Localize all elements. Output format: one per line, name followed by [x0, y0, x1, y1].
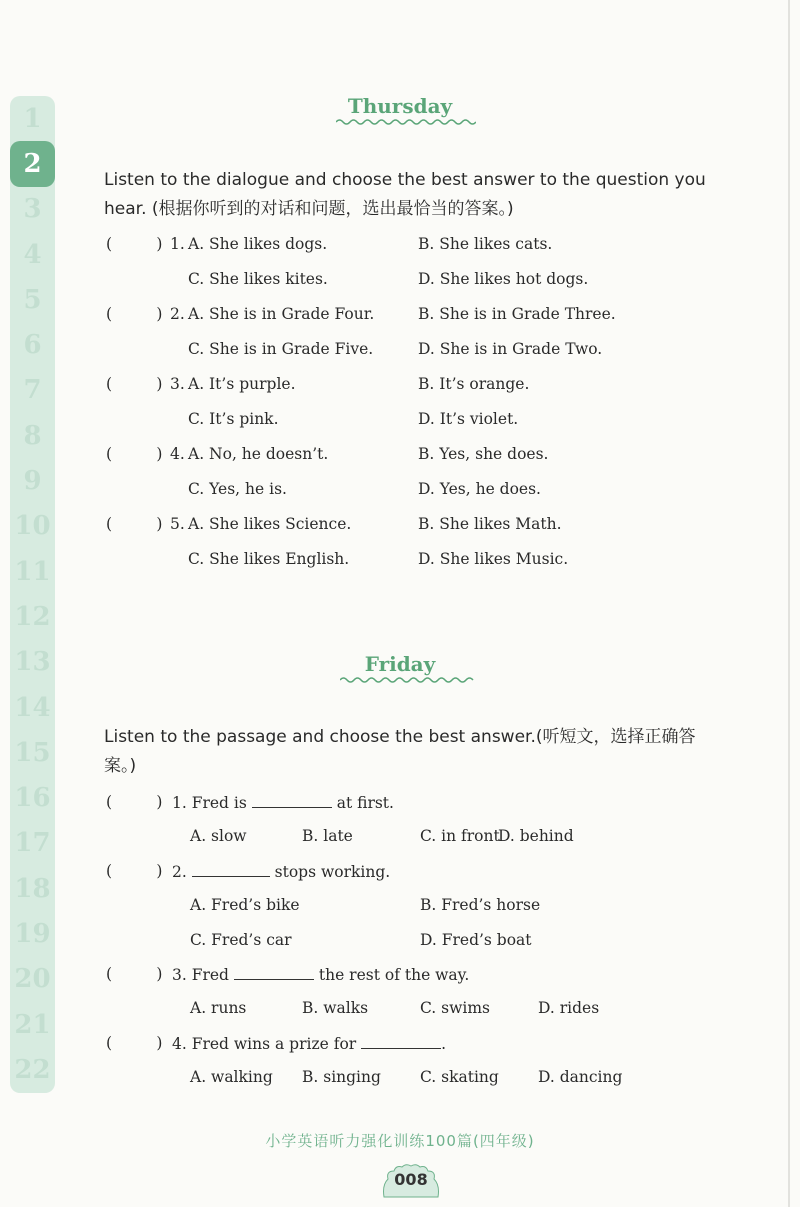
friday-q2-pre: 2.	[172, 863, 187, 881]
unit-tab-16[interactable]: 16	[14, 783, 51, 814]
fill-blank[interactable]	[234, 965, 314, 980]
friday-q1-option-d: D. behind	[498, 827, 574, 845]
unit-tab-10[interactable]: 10	[14, 511, 51, 542]
unit-tab-11[interactable]: 11	[14, 556, 51, 587]
friday-q3-option-c: C. swims	[420, 999, 490, 1017]
thursday-q1-number: 1.	[170, 235, 185, 253]
unit-tab-22[interactable]: 22	[14, 1054, 51, 1085]
friday-q4-option-c: C. skating	[420, 1068, 499, 1086]
answer-bracket[interactable]: ( )	[106, 1034, 163, 1052]
fill-blank[interactable]	[192, 862, 270, 877]
friday-q4-option-a: A. walking	[190, 1068, 273, 1086]
answer-bracket[interactable]: ( )	[106, 375, 163, 393]
thursday-q5-option-d: D. She likes Music.	[418, 550, 569, 568]
thursday-q3-option-d: D. It’s violet.	[418, 410, 519, 428]
fill-blank[interactable]	[252, 793, 332, 808]
answer-bracket[interactable]: ( )	[106, 445, 163, 463]
book-title-footer: 小学英语听力强化训练100篇(四年级)	[265, 1132, 535, 1150]
unit-tab-15[interactable]: 15	[14, 737, 51, 768]
friday-q1-stem	[172, 793, 394, 812]
thursday-q1-option-c: C. She likes kites.	[188, 270, 328, 288]
friday-q2-option-c: C. Fred’s car	[190, 931, 292, 949]
thursday-q4-option-a: A. No, he doesn’t.	[188, 445, 329, 463]
friday-q1-option-c: C. in front	[420, 827, 500, 845]
unit-tab-21[interactable]: 21	[14, 1009, 51, 1040]
friday-q3-post: the rest of the way.	[318, 966, 470, 984]
friday-wave-underline	[340, 676, 476, 684]
unit-tab-7[interactable]: 7	[23, 375, 42, 406]
thursday-q4-number: 4.	[170, 445, 185, 463]
unit-tab-4[interactable]: 4	[23, 239, 42, 270]
thursday-heading: Thursday	[347, 94, 453, 118]
thursday-q1-option-d: D. She likes hot dogs.	[418, 270, 589, 288]
unit-tab-19[interactable]: 19	[14, 918, 51, 949]
unit-tab-6[interactable]: 6	[23, 330, 42, 361]
friday-q3-pre: 3. Fred	[172, 966, 229, 984]
unit-tab-20[interactable]: 20	[14, 964, 51, 995]
thursday-q2-option-a: A. She is in Grade Four.	[188, 305, 375, 323]
thursday-instruction: Listen to the dialogue and choose the best answer to the question you hear. (根据你听到的对话和问题，选出最恰当的答案。)	[104, 170, 706, 219]
friday-q2-post: stops working.	[274, 863, 391, 881]
unit-tab-2[interactable]: 2	[10, 141, 55, 186]
unit-sidebar	[10, 96, 55, 1093]
unit-tab-13[interactable]: 13	[14, 647, 51, 678]
thursday-q3-number: 3.	[170, 375, 185, 393]
friday-q2-stem	[172, 862, 390, 881]
thursday-wave-underline	[336, 118, 476, 126]
unit-tab-17[interactable]: 17	[14, 828, 51, 859]
friday-q4-pre: 4. Fred wins a prize for	[172, 1035, 357, 1053]
thursday-q4-option-d: D. Yes, he does.	[418, 480, 541, 498]
thursday-q5-option-b: B. She likes Math.	[418, 515, 562, 533]
answer-bracket[interactable]: ( )	[106, 793, 163, 811]
thursday-q2-option-b: B. She is in Grade Three.	[418, 305, 616, 323]
unit-tab-14[interactable]: 14	[14, 692, 51, 723]
friday-q4-option-d: D. dancing	[538, 1068, 623, 1086]
friday-q1-post: at first.	[336, 794, 394, 812]
unit-tab-5[interactable]: 5	[23, 284, 42, 315]
thursday-q3-option-b: B. It’s orange.	[418, 375, 530, 393]
fill-blank[interactable]	[361, 1034, 441, 1049]
answer-bracket[interactable]: ( )	[106, 515, 163, 533]
thursday-q2-number: 2.	[170, 305, 185, 323]
friday-q4-option-b: B. singing	[302, 1068, 381, 1086]
friday-q2-option-d: D. Fred’s boat	[420, 931, 532, 949]
thursday-q5-option-c: C. She likes English.	[188, 550, 350, 568]
thursday-q1-option-b: B. She likes cats.	[418, 235, 553, 253]
answer-bracket[interactable]: ( )	[106, 965, 163, 983]
thursday-q4-option-b: B. Yes, she does.	[418, 445, 549, 463]
page-number: 008	[394, 1170, 428, 1189]
thursday-q5-option-a: A. She likes Science.	[188, 515, 352, 533]
thursday-q2-option-d: D. She is in Grade Two.	[418, 340, 603, 358]
friday-q1-pre: 1. Fred is	[172, 794, 247, 812]
answer-bracket[interactable]: ( )	[106, 235, 163, 253]
friday-q1-option-a: A. slow	[190, 827, 247, 845]
friday-q2-option-a: A. Fred’s bike	[190, 896, 300, 914]
unit-tab-8[interactable]: 8	[23, 420, 42, 451]
thursday-q4-option-c: C. Yes, he is.	[188, 480, 287, 498]
thursday-q2-option-c: C. She is in Grade Five.	[188, 340, 374, 358]
friday-q3-option-d: D. rides	[538, 999, 600, 1017]
thursday-q3-option-a: A. It’s purple.	[188, 375, 296, 393]
page-edge-line	[788, 0, 790, 1207]
unit-tab-3[interactable]: 3	[23, 194, 42, 225]
unit-tab-12[interactable]: 12	[14, 601, 51, 632]
unit-tab-9[interactable]: 9	[23, 466, 42, 497]
answer-bracket[interactable]: ( )	[106, 862, 163, 880]
unit-tab-18[interactable]: 18	[14, 873, 51, 904]
friday-heading: Friday	[364, 652, 436, 676]
thursday-q1-option-a: A. She likes dogs.	[188, 235, 328, 253]
friday-q2-option-b: B. Fred’s horse	[420, 896, 541, 914]
friday-q1-option-b: B. late	[302, 827, 353, 845]
friday-q3-option-a: A. runs	[190, 999, 247, 1017]
friday-q3-option-b: B. walks	[302, 999, 369, 1017]
friday-q4-post: .	[441, 1035, 447, 1053]
thursday-q5-number: 5.	[170, 515, 185, 533]
friday-q3-stem	[172, 965, 469, 984]
friday-instruction: Listen to the passage and choose the best answer.(听短文，选择正确答案。)	[104, 727, 696, 776]
thursday-q3-option-c: C. It’s pink.	[188, 410, 279, 428]
unit-tab-1[interactable]: 1	[23, 103, 42, 134]
friday-q4-stem	[172, 1034, 446, 1053]
answer-bracket[interactable]: ( )	[106, 305, 163, 323]
